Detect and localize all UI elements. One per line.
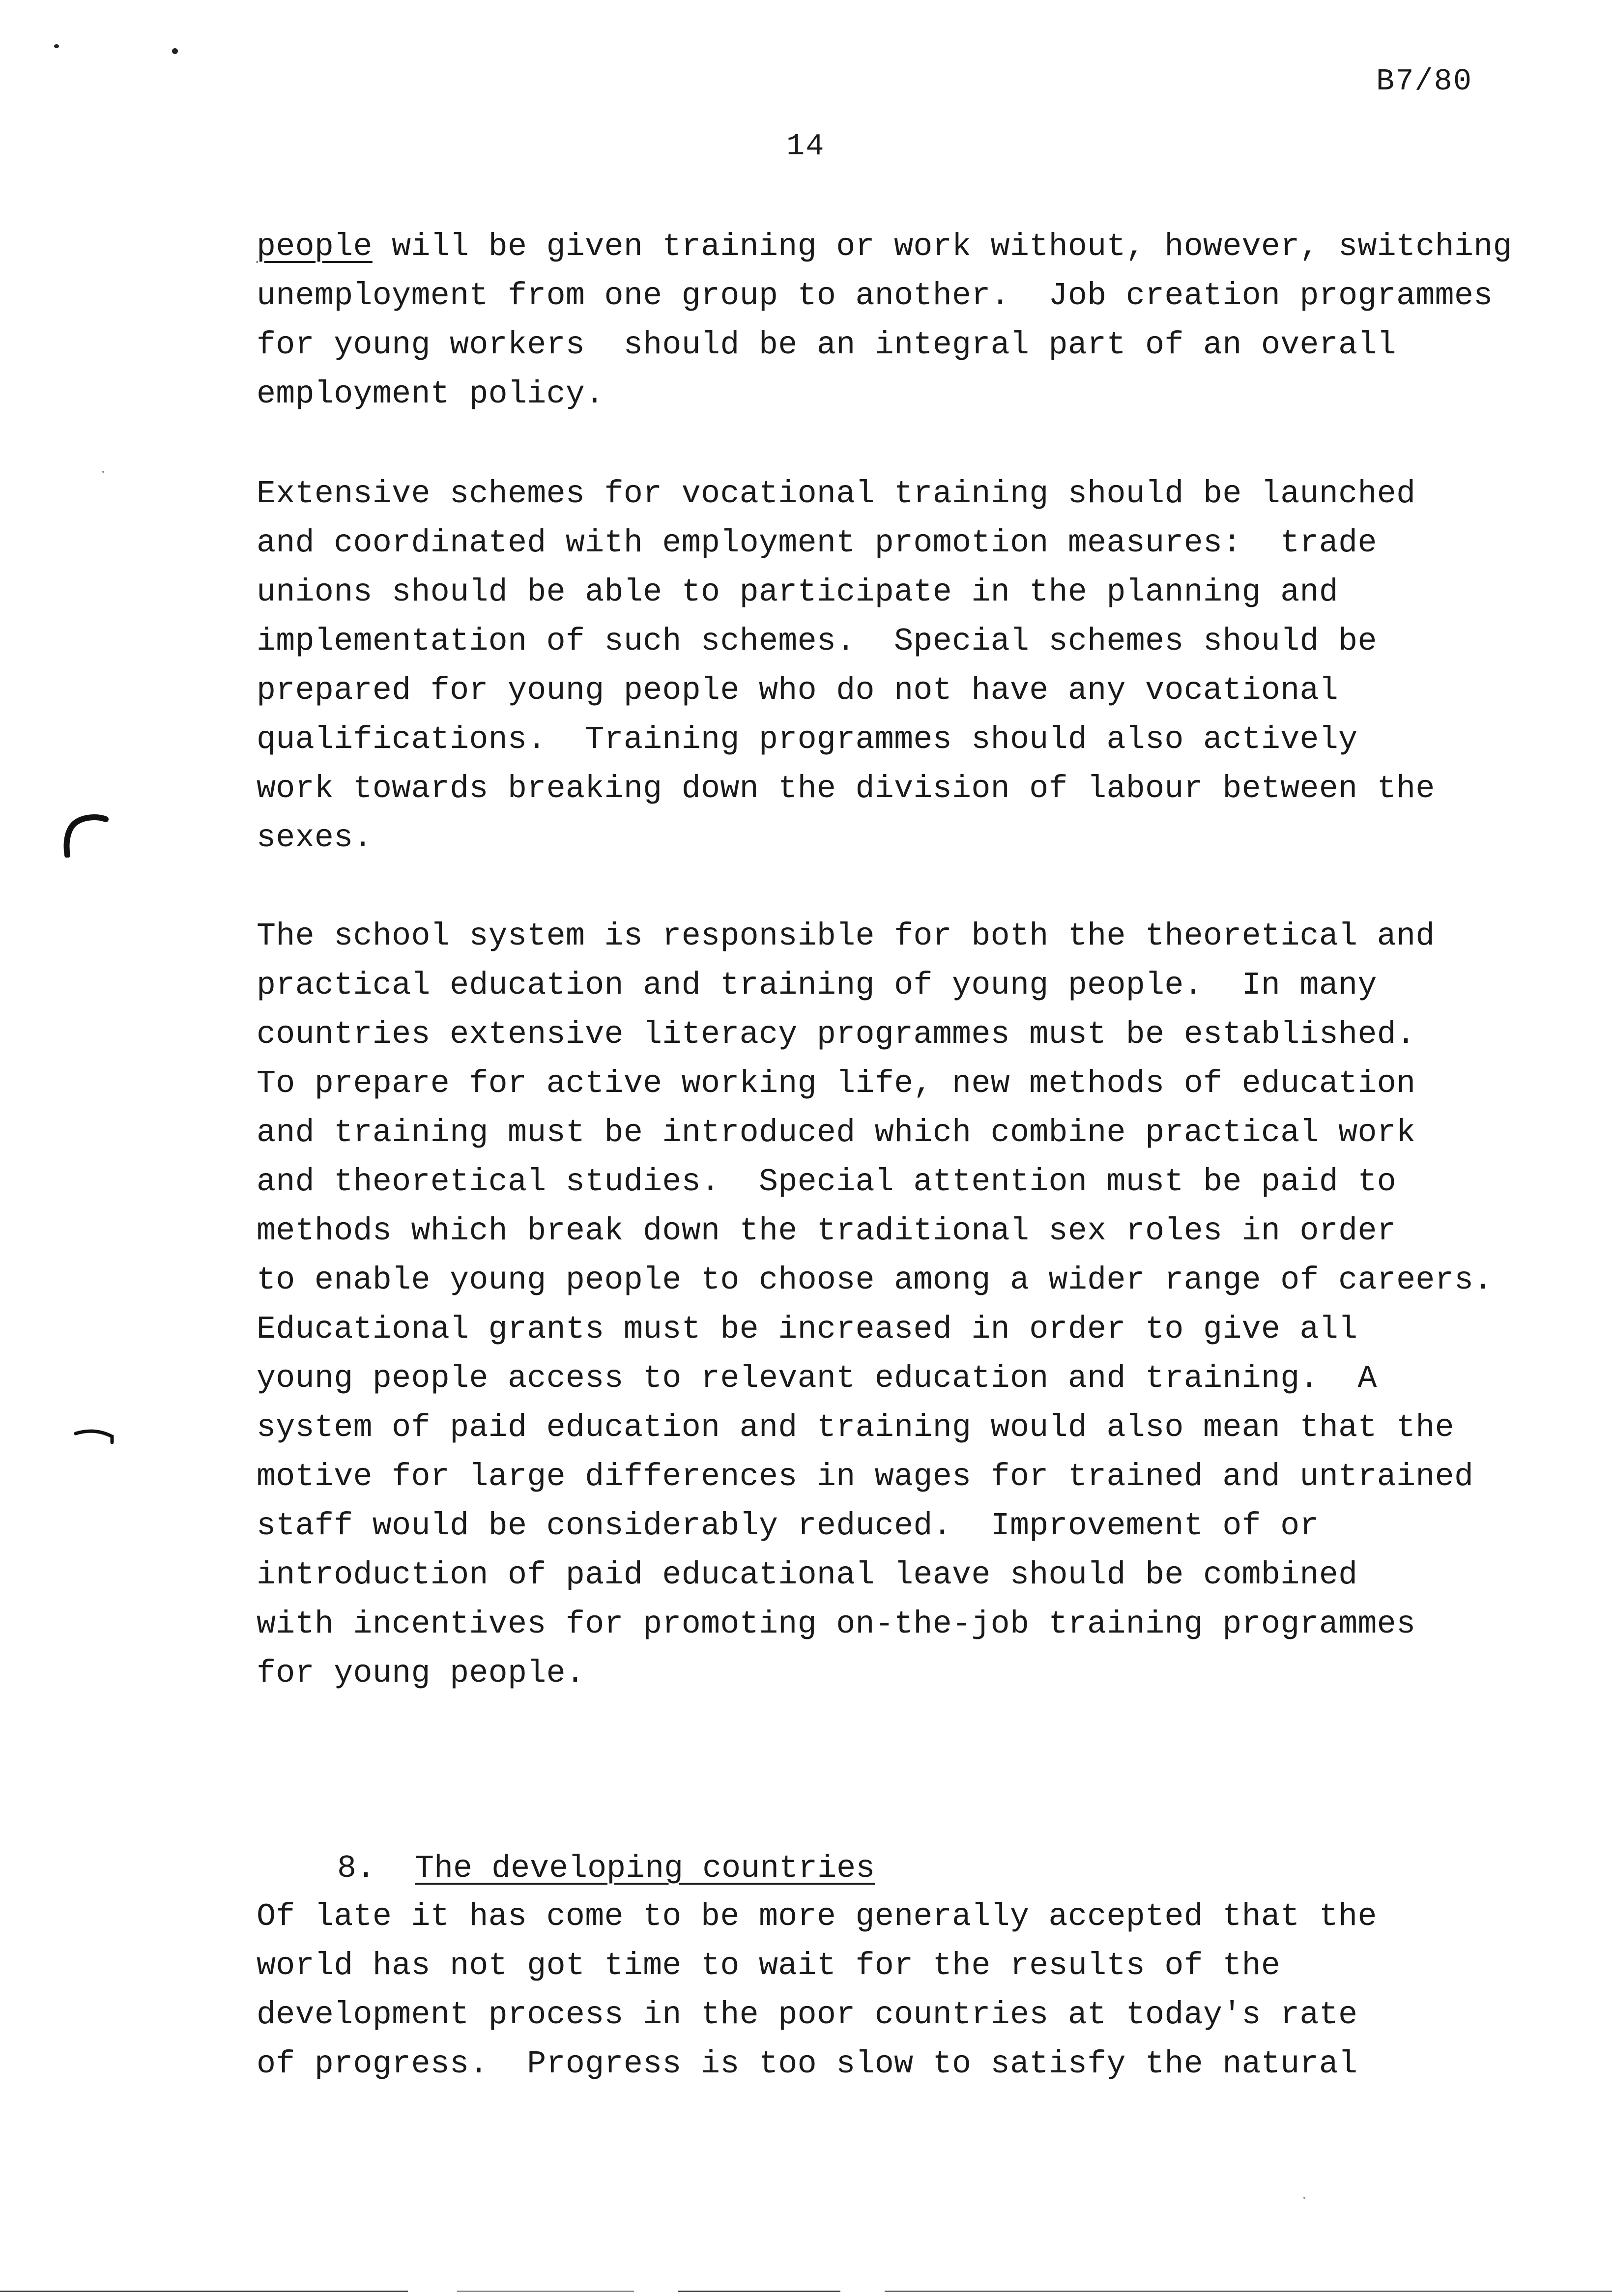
- paragraph-2: [257, 469, 1435, 862]
- text-line: introduction of paid educational leave should be combined: [257, 1557, 1358, 1593]
- text-line: work towards breaking down the division of labour between the: [257, 771, 1435, 807]
- text-line: practical education and training of young people. In many: [257, 967, 1377, 1004]
- footer-rule: [885, 2291, 1612, 2292]
- text-line: for young people.: [257, 1655, 585, 1692]
- text-line: and training must be introduced which combine practical work: [257, 1115, 1416, 1151]
- page-number: 14: [786, 129, 825, 164]
- section-heading: [260, 1795, 875, 1887]
- text-line: Of late it has come to be more generally accepted that the: [257, 1898, 1377, 1935]
- text-line: people will be given training or work without, however, switching: [257, 229, 1512, 265]
- paragraph-1: [257, 222, 1512, 419]
- margin-mark-top: [57, 813, 111, 858]
- text-line: methods which break down the traditional sex roles in order: [257, 1213, 1397, 1249]
- text-line: qualifications. Training programmes should also actively: [257, 721, 1358, 758]
- scan-speck: [172, 48, 178, 54]
- text-line: sexes.: [257, 820, 373, 856]
- text-line: staff would be considerably reduced. Improvement of or: [257, 1508, 1319, 1544]
- text-line: Extensive schemes for vocational training should be launched: [257, 476, 1416, 512]
- text-line: motive for large differences in wages for trained and untrained: [257, 1459, 1474, 1495]
- scan-speck: [1303, 2197, 1305, 2199]
- text-line: The school system is responsible for both the theoretical and: [257, 918, 1435, 954]
- underlined-word: people: [257, 229, 373, 265]
- section-number: 8.: [337, 1850, 376, 1887]
- section-paragraph: [257, 1892, 1377, 2089]
- footer-rule: [457, 2291, 634, 2292]
- text-line: to enable young people to choose among a wider range of careers.: [257, 1262, 1493, 1298]
- text-line: world has not got time to wait for the results of the: [257, 1948, 1281, 1984]
- text-line: young people access to relevant education and training. A: [257, 1360, 1377, 1397]
- scan-speck: [54, 44, 59, 48]
- scan-speck: [102, 471, 104, 473]
- section-title: The developing countries: [415, 1850, 875, 1887]
- text-line: Educational grants must be increased in order to give all: [257, 1311, 1358, 1348]
- text-line: unemployment from one group to another. Job creation programmes: [257, 278, 1493, 314]
- text-line: and coordinated with employment promotion measures: trade: [257, 525, 1377, 561]
- footer-rule: [678, 2291, 840, 2292]
- text-line: employment policy.: [257, 376, 604, 412]
- text-line: unions should be able to participate in the planning and: [257, 574, 1339, 610]
- text-line: and theoretical studies. Special attention must be paid to: [257, 1164, 1397, 1200]
- document-reference: B7/80: [1376, 64, 1473, 99]
- text-line: of progress. Progress is too slow to satisfy the natural: [257, 2046, 1358, 2082]
- text-line: system of paid education and training would also mean that the: [257, 1409, 1454, 1446]
- footer-rule: [0, 2291, 408, 2292]
- paragraph-3: [257, 912, 1493, 1698]
- margin-mark-bottom: [74, 1428, 118, 1447]
- text-line: To prepare for active working life, new methods of education: [257, 1065, 1416, 1102]
- text-line: for young workers should be an integral part of an overall: [257, 327, 1397, 363]
- text-line: countries extensive literacy programmes must be established.: [257, 1016, 1416, 1053]
- text-line: prepared for young people who do not have any vocational: [257, 672, 1339, 709]
- text-line: implementation of such schemes. Special schemes should be: [257, 623, 1377, 660]
- text-line: with incentives for promoting on-the-job training programmes: [257, 1606, 1416, 1642]
- text-line: development process in the poor countries at today's rate: [257, 1997, 1358, 2033]
